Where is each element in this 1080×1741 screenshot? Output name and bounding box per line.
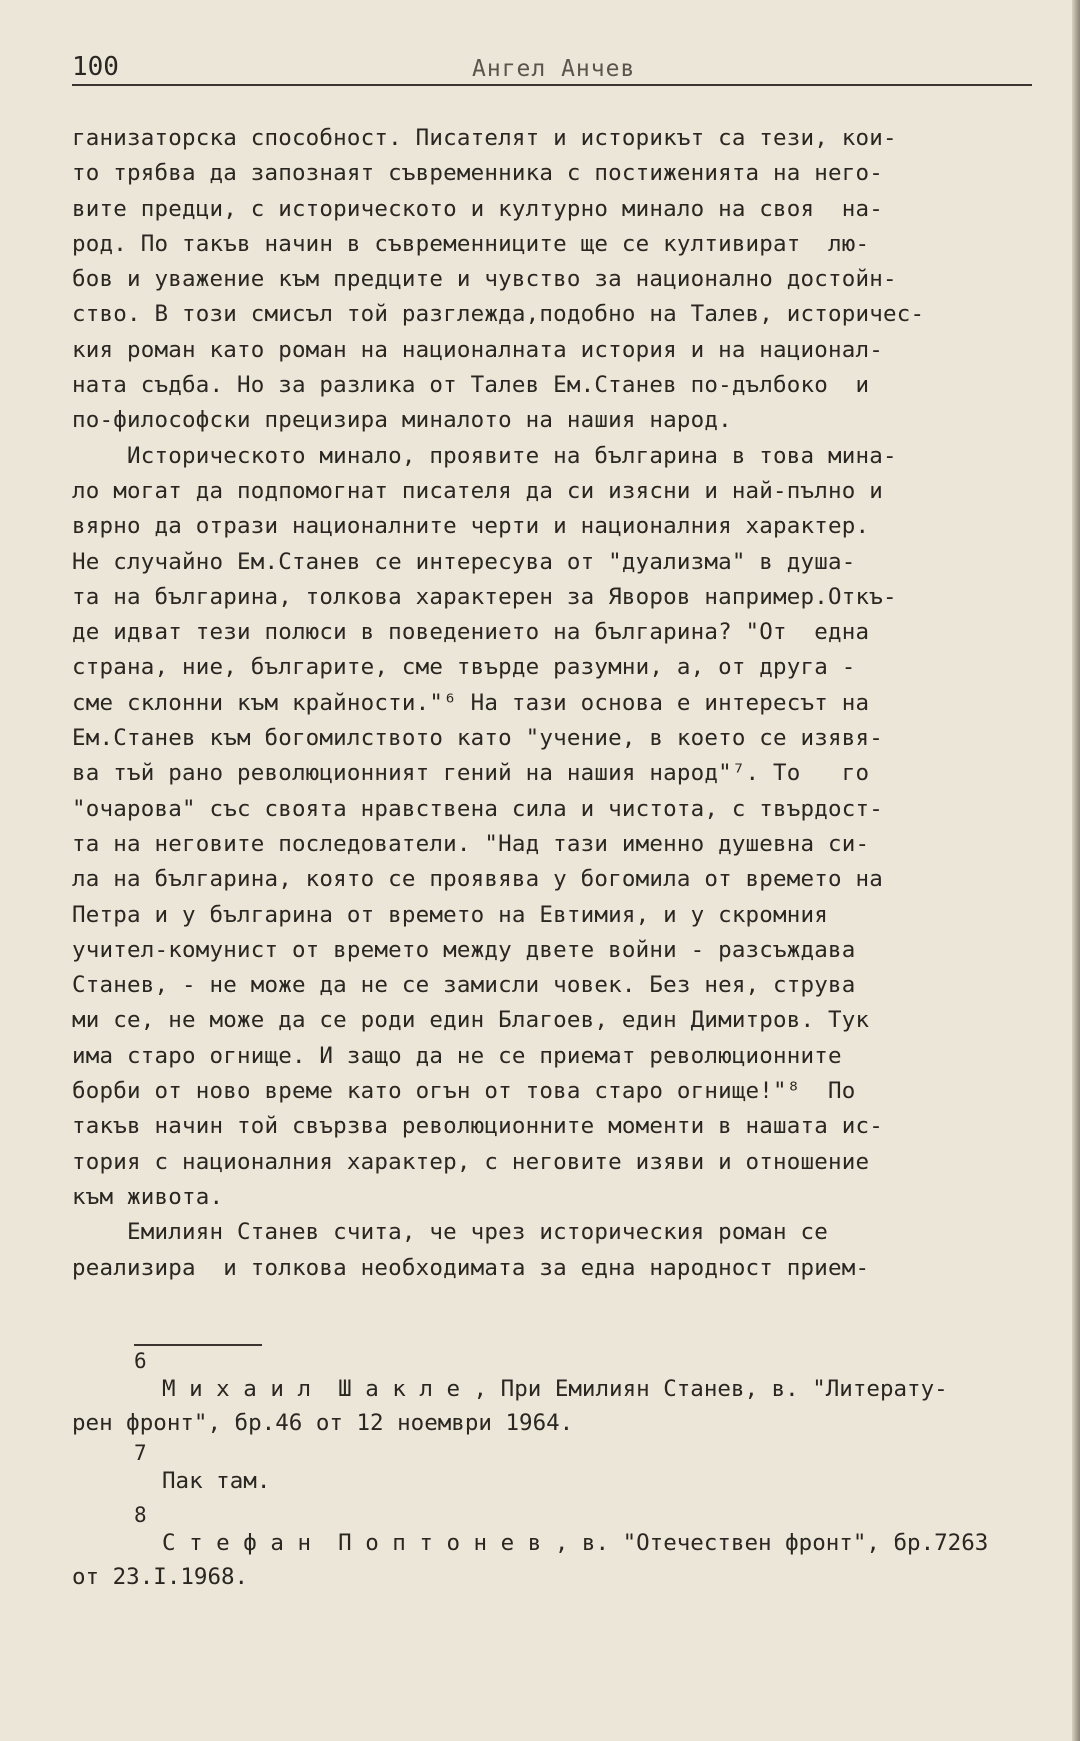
footnote-text: Пак там. (162, 1468, 271, 1494)
text-line: бов и уважение към предците и чувство за национално достойн- (72, 266, 897, 293)
text-line: ла на българина, която се проявява у богомила от времето на (72, 866, 884, 893)
page-number: 100 (72, 52, 119, 82)
footnote-divider (134, 1344, 262, 1346)
text-line: вите предци, с историческото и културно минало на своя на- (72, 195, 884, 222)
text-line: ло могат да подпомогнат писателя да си изясни и най-пълно и (72, 477, 884, 504)
text-line: такъв начин той свързва революционните моменти в нашата ис- (72, 1113, 884, 1140)
text-line: тория с националния характер, с неговите изяви и отношение (72, 1148, 870, 1175)
footnote-6 (72, 1350, 1057, 1440)
footnote-number: 7 (134, 1441, 147, 1465)
text-line: борби от ново време като огън от това старо огнище!"⁸ По (72, 1078, 856, 1105)
text-line: род. По такъв начин в съвременниците ще се култивират лю- (72, 230, 870, 257)
text-line: към живота. (72, 1183, 224, 1210)
footnote-text: от 23.I.1968. (72, 1564, 249, 1590)
page-header (72, 50, 1032, 86)
footnotes (72, 1350, 1057, 1594)
text-line: вярно да отрази националните черти и националния характер. (72, 513, 870, 540)
text-line: ва тъй рано революционният гений на нашия народ"⁷. То го (72, 760, 870, 787)
text-line: де идват тези полюси в поведението на българина? "От една (72, 619, 870, 646)
text-line: "очарова" със своята нравствена сила и чистота, с твърдост- (72, 795, 884, 822)
text-line: сме склонни към крайности."⁶ На тази основа е интересът на (72, 689, 870, 716)
footnote-number: 6 (134, 1349, 147, 1373)
footnote-text: С т е ф а н П о п т о н е в , в. "Отечествен фронт", бр.7263 (162, 1530, 989, 1556)
text-line: кия роман като роман на националната история и на национал- (72, 336, 884, 363)
text-line: ната съдба. Но за разлика от Талев Ем.Станев по-дълбоко и (72, 372, 870, 399)
text-line: Не случайно Ем.Станев се интересува от "дуализма" в душа- (72, 548, 856, 575)
text-line: та на неговите последователи. "Над тази именно душевна си- (72, 830, 870, 857)
text-line: ство. В този смисъл той разглежда,подобно на Талев, историчес- (72, 301, 925, 328)
text-line: ми се, не може да се роди един Благоев, един Димитров. Тук (72, 1007, 870, 1034)
text-line: Петра и у българина от времето на Евтимия, и у скромния (72, 901, 829, 928)
book-spine-shadow (1072, 0, 1080, 1741)
footnote-7 (72, 1442, 1057, 1498)
text-line: страна, ние, българите, сме твърде разумни, а, от друга - (72, 654, 856, 681)
footnote-number: 8 (134, 1503, 147, 1527)
text-line: то трябва да запознаят съвременника с постиженията на него- (72, 160, 884, 187)
text-line: реализира и толкова необходимата за една народност прием- (72, 1254, 870, 1281)
text-line: Емилиян Станев счита, че чрез историческия роман се (72, 1219, 829, 1246)
text-line: Станев, - не може да не се замисли човек. Без нея, струва (72, 972, 856, 999)
text-line: има старо огнище. И защо да не се приемат революционните (72, 1042, 842, 1069)
text-line: Историческото минало, проявите на българина в това мина- (72, 442, 897, 469)
footnote-8 (72, 1504, 1057, 1594)
main-text (72, 121, 1057, 1286)
text-line: ганизаторска способност. Писателят и историкът са тези, кои- (72, 125, 897, 151)
footnote-text: рен фронт", бр.46 от 12 ноември 1964. (72, 1410, 574, 1436)
footnote-text: М и х а и л Ш а к л е , При Емилиян Станев, в. "Литерату- (162, 1376, 948, 1402)
text-line: по-философски прецизира миналото на нашия народ. (72, 407, 732, 434)
running-head: Ангел Анчев (472, 56, 636, 82)
text-line: учител-комунист от времето между двете войни - разсъждава (72, 936, 856, 963)
text-line: Ем.Станев към богомилството като "учение, в което се изявя- (72, 725, 884, 752)
text-line: та на българина, толкова характерен за Яворов например.Откъ- (72, 583, 897, 610)
